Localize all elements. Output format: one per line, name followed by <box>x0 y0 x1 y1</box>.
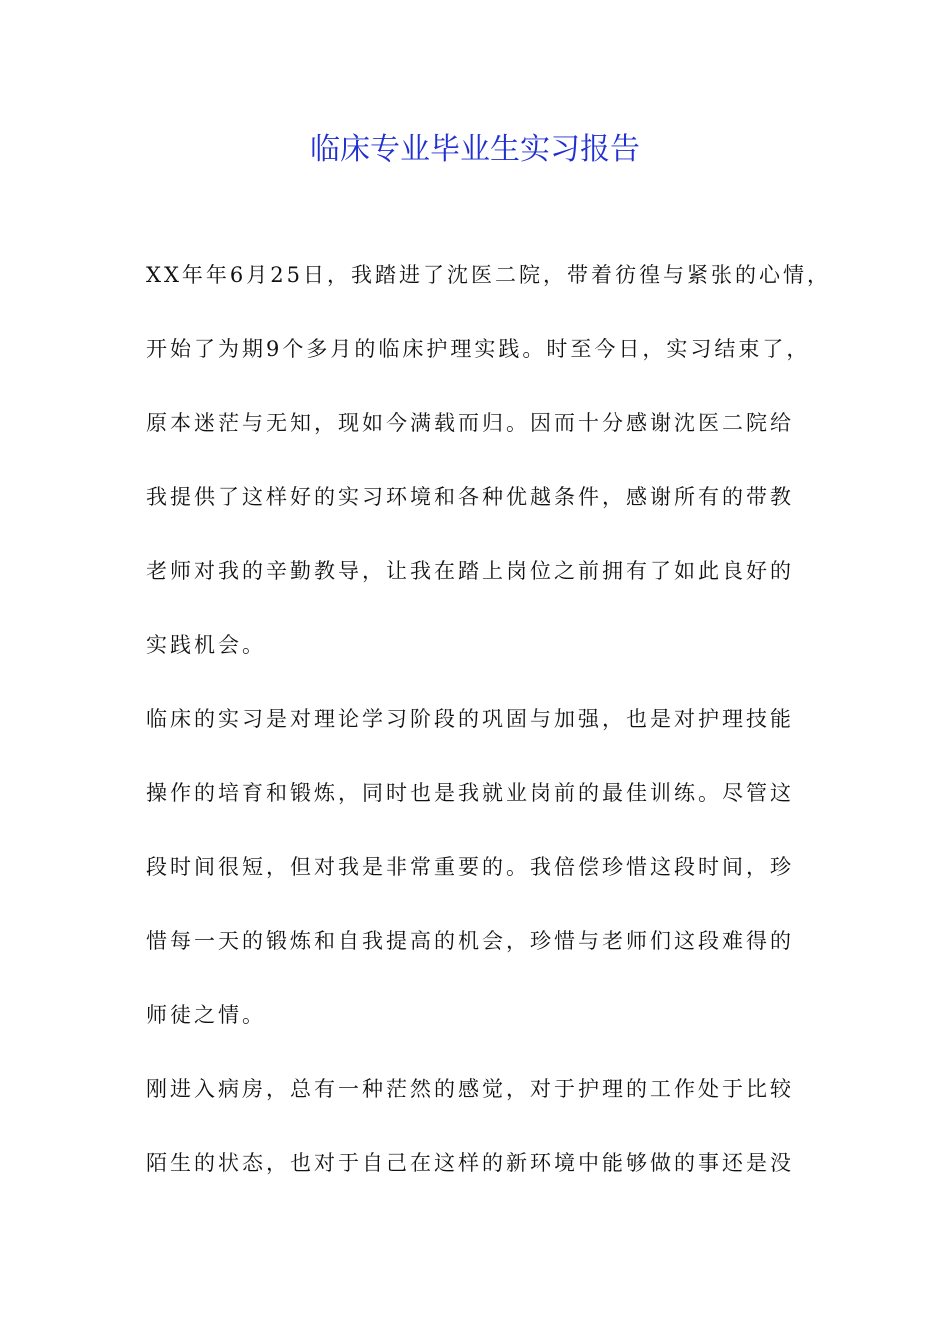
text-line: XX年年6月25日，我踏进了沈医二院，带着彷徨与紧张的心情， <box>146 263 831 287</box>
document-body <box>146 238 836 1200</box>
text-line: 刚进入病房，总有一种茫然的感觉，对于护理的工作处于比较 <box>146 1077 794 1101</box>
text-line: 师徒之情。 <box>146 1003 266 1027</box>
text-line: 惜每一天的锻炼和自我提高的机会，珍惜与老师们这段难得的 <box>146 929 794 953</box>
document-title: 临床专业毕业生实习报告 <box>310 132 640 167</box>
text-line: 开始了为期9个多月的临床护理实践。时至今日，实习结束了， <box>146 337 811 361</box>
text-line: 原本迷茫与无知，现如今满载而归。因而十分感谢沈医二院给 <box>146 411 794 435</box>
text-line: 操作的培育和锻炼，同时也是我就业岗前的最佳训练。尽管这 <box>146 781 794 805</box>
text-line: 实践机会。 <box>146 633 266 657</box>
text-line: 段时间很短，但对我是非常重要的。我倍偿珍惜这段时间，珍 <box>146 855 794 879</box>
text-line: 老师对我的辛勤教导，让我在踏上岗位之前拥有了如此良好的 <box>146 559 794 583</box>
text-line: 临床的实习是对理论学习阶段的巩固与加强，也是对护理技能 <box>146 707 794 731</box>
text-line: 我提供了这样好的实习环境和各种优越条件，感谢所有的带教 <box>146 485 794 509</box>
text-line: 陌生的状态，也对于自己在这样的新环境中能够做的事还是没 <box>146 1151 794 1175</box>
